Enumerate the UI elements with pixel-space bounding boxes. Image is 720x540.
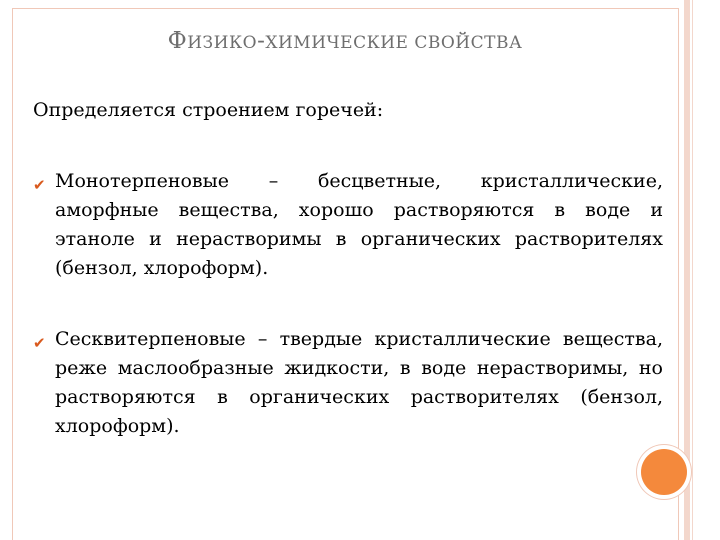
list-item	[55, 325, 663, 441]
title-part-1: ИЗИКО	[187, 33, 258, 53]
decorative-circle	[641, 449, 687, 495]
checkbox-bullet-icon: ✔	[33, 334, 46, 352]
side-decor-strip	[684, 0, 690, 540]
item-term: Монотерпеновые	[55, 170, 229, 192]
title-initial: Ф	[167, 28, 188, 54]
slide-title	[0, 28, 690, 54]
title-part-2: ХИМИЧЕСКИЕ СВОЙСТВА	[265, 33, 523, 53]
side-decor-line	[692, 0, 693, 540]
title-dash: -	[257, 28, 266, 54]
item-text: – твердые кристаллические вещества, реже маслообразные жидкости, в воде нерастворимы, но растворяются в органических растворителях (бензол, хлороформ).	[55, 328, 663, 437]
item-text: – бесцветные, кристаллические, аморфные вещества, хорошо растворяются в воде и этаноле и нерастворимы в органических растворителях (бензол, хлороформ).	[55, 170, 663, 279]
checkbox-bullet-icon: ✔	[33, 176, 46, 194]
slide-subtitle: Определяется строением горечей:	[33, 99, 384, 121]
item-term: Сесквитерпеновые	[55, 328, 246, 350]
list-item	[55, 167, 663, 283]
